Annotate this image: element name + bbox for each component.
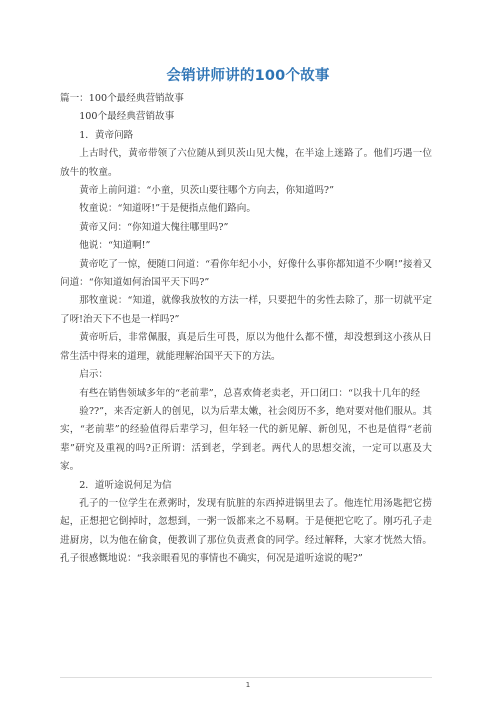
subtitle-line: 100个最经典营销故事 — [79, 111, 175, 123]
document-body — [60, 90, 432, 569]
page-number: 1 — [245, 681, 251, 689]
paragraph: 他说：“知道啊!” — [79, 240, 151, 252]
paragraph: 验??”，来否定新人的创见，以为后辈太嫩，社会阅历不多，绝对要对他们服从。其实，“老前辈”的经验值得后辈学习，但年轻一代的新见解、新创见，不也是值得“老前辈”研究及重视的吗?正所谓：活到老，学到老。两代人的思想交流，一定可以惠及大家。 — [60, 405, 432, 473]
paragraph: 牧童说：“知道呀!”于是便指点他们路向。 — [79, 203, 256, 215]
paragraph: 黄帝听后，非常佩服，真是后生可畏，原以为他什么都不懂，却没想到这小孩从日常生活中得来的道理，就能理解治国平天下的方法。 — [60, 332, 432, 362]
paragraph: 有些在销售领域多年的“老前辈”，总喜欢倚老卖老，开口闭口：“以我十几年的经 — [79, 387, 421, 399]
paragraph: 那牧童说：“知道，就像我放牧的方法一样，只要把牛的劣性去除了，那一切就平定了呀!治天下不也是一样吗?” — [60, 295, 432, 325]
document-title: 会销讲师讲的100个故事 — [166, 68, 330, 84]
paragraph: 黄帝上前问道：“小童，贝茨山要往哪个方向去，你知道吗?” — [79, 185, 334, 197]
story-heading-2: 2．道听途说何足为信 — [79, 479, 172, 491]
paragraph: 上古时代，黄帝带领了六位随从到贝茨山见大傀，在半途上迷路了。他们巧遇一位放牛的牧童。 — [60, 148, 432, 178]
story-heading-1: 1．黄帝问路 — [79, 129, 134, 141]
paragraph: 黄帝吃了一惊，便随口问道：“看你年纪小小，好像什么事你都知道不少啊!”接着又问道：“你知道如何治国平天下吗?” — [60, 258, 432, 289]
paragraph: 黄帝又问：“你知道大傀往哪里吗?” — [79, 221, 229, 233]
section-heading: 篇一：100个最经典营销故事 — [60, 93, 184, 104]
footer-divider — [60, 677, 432, 678]
paragraph: 孔子的一位学生在煮粥时，发现有肮脏的东西掉进锅里去了。他连忙用汤匙把它捞起，正想把它倒掉时，忽想到，一粥一饭都来之不易啊。于是便把它吃了。刚巧孔子走进厨房，以为他在偷食，便教训了那位负责煮食的同学。经过解释，大家才恍然大悟。孔子很感慨地说：“我亲眼看见的事情也不确实，何况是道听途说的呢?” — [60, 497, 432, 565]
insight-heading: 启示： — [79, 369, 108, 381]
